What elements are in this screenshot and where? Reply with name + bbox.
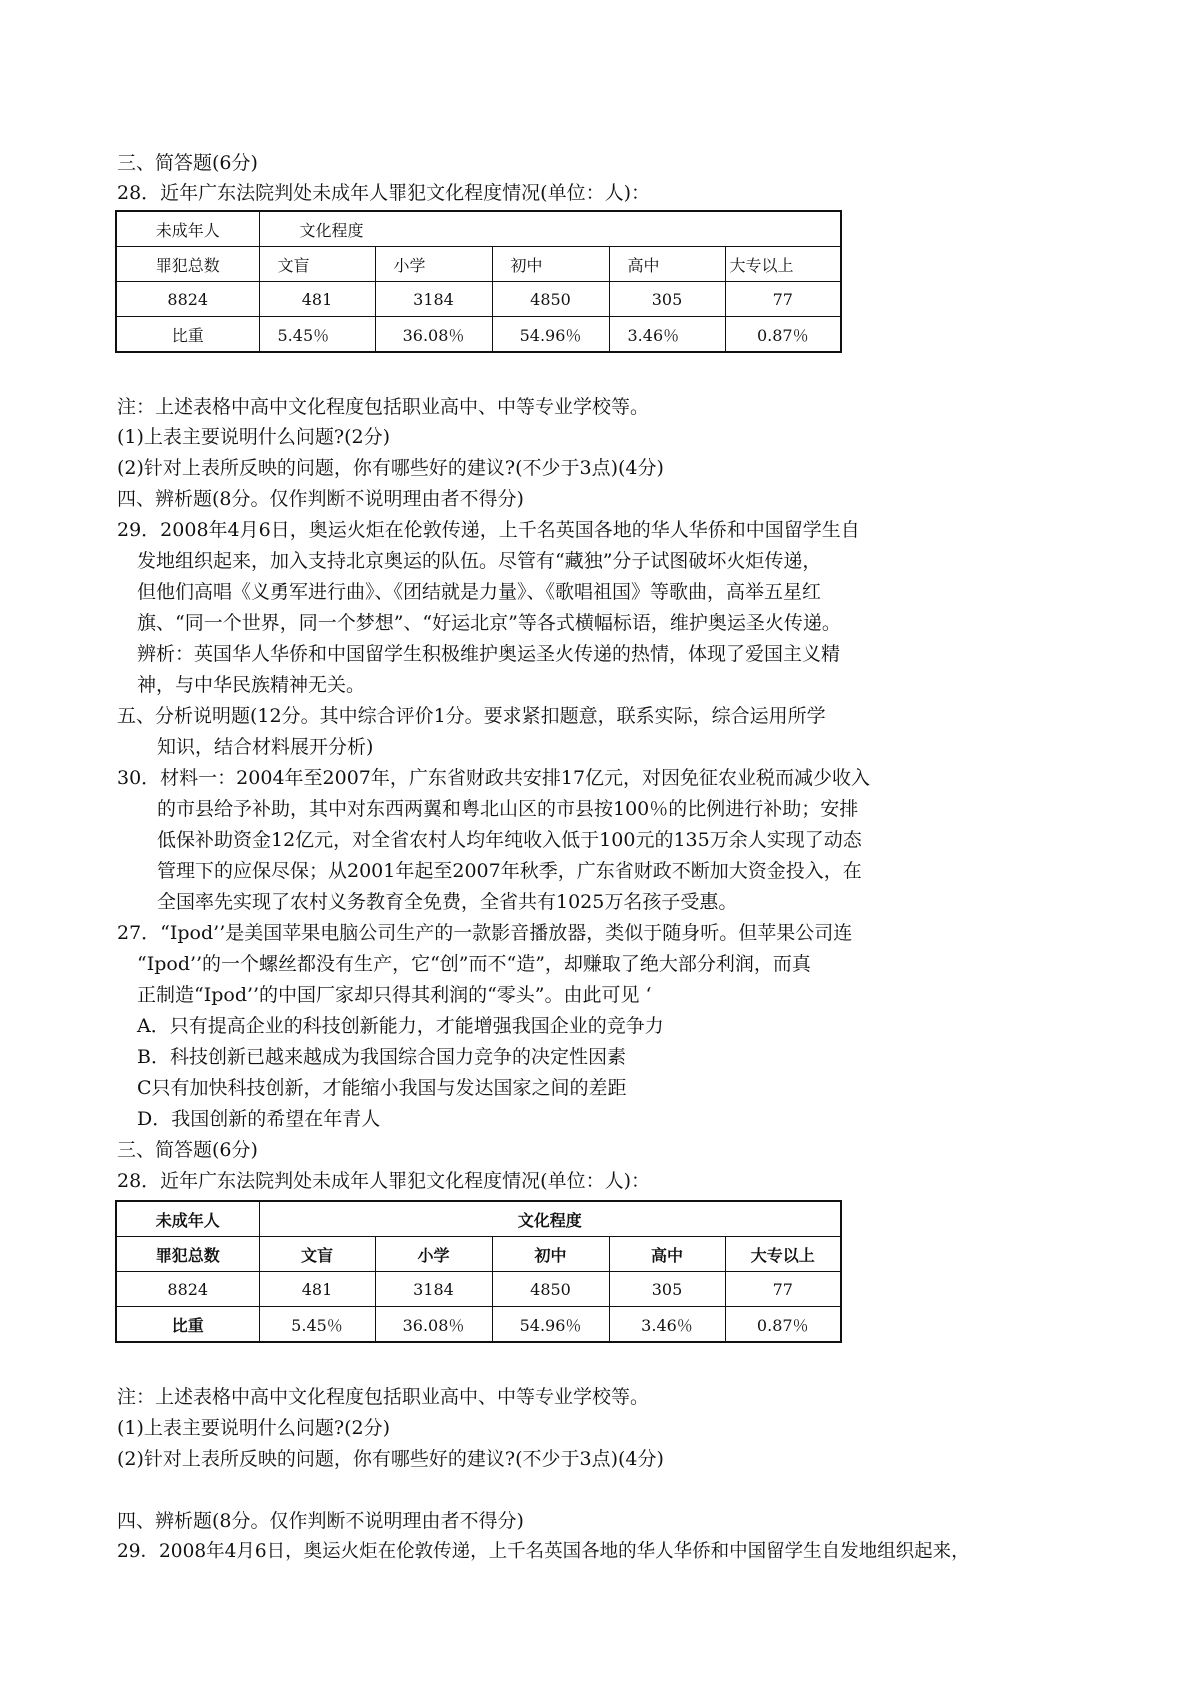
- header-col: 高中: [609, 247, 725, 282]
- cell-count: 4850: [492, 1272, 609, 1307]
- option-d: D．我国创新的希望在年青人: [137, 1108, 381, 1130]
- header-col: 大专以上: [725, 1237, 841, 1272]
- cell-ratio: 0.87％: [725, 317, 841, 353]
- cell-count: 3184: [375, 1272, 492, 1307]
- crime-education-table-bold: [115, 1200, 842, 1343]
- question-29-line: 但他们高唱《义勇军进行曲》、《团结就是力量》、《歌唱祖国》等歌曲，高举五星红: [137, 581, 822, 603]
- sub-question-1: (1)上表主要说明什么问题?(2分): [117, 426, 391, 448]
- header-education-level: 文化程度: [259, 1201, 841, 1237]
- header-total-line1: 未成年人: [116, 1201, 259, 1237]
- header-col: 小学: [375, 247, 492, 282]
- cell-count: 305: [609, 282, 725, 317]
- header-total-line1: 未成年人: [116, 211, 259, 247]
- cell-ratio: 5.45％: [259, 1307, 375, 1343]
- cell-count: 3184: [375, 282, 492, 317]
- cell-ratio-label: 比重: [116, 1307, 259, 1343]
- question-27-line: 正制造“Ipod’’的中国厂家却只得其利润的“零头”。由此可见 ‘: [137, 984, 652, 1006]
- cell-count: 77: [725, 282, 841, 317]
- section-heading: 三、简答题(6分): [117, 1139, 258, 1161]
- section-heading: 四、辨析题(8分。仅作判断不说明理由者不得分): [117, 1510, 524, 1532]
- cell-count: 77: [725, 1272, 841, 1307]
- header-col: 高中: [609, 1237, 725, 1272]
- question-27-line: “Ipod’’的一个螺丝都没有生产，它“创”而不“造”，却赚取了绝大部分利润，而真: [137, 953, 811, 975]
- cell-ratio: 36.08％: [375, 317, 492, 353]
- cell-ratio-label: 比重: [116, 317, 259, 353]
- cell-ratio: 3.46％: [609, 317, 725, 353]
- header-total-line2: 罪犯总数: [116, 1237, 259, 1272]
- cell-total: 8824: [116, 282, 259, 317]
- question-28: 28．近年广东法院判处未成年人罪犯文化程度情况(单位：人)：: [117, 1170, 651, 1192]
- cell-count: 4850: [492, 282, 609, 317]
- sub-question-2: (2)针对上表所反映的问题，你有哪些好的建议?(不少于3点)(4分): [117, 457, 664, 479]
- question-29-line: 发地组织起来，加入支持北京奥运的队伍。尽管有“藏独”分子试图破坏火炬传递，: [137, 550, 822, 572]
- section-heading-cont: 知识，结合材料展开分析): [157, 736, 374, 758]
- cell-ratio: 0.87％: [725, 1307, 841, 1343]
- section-heading: 四、辨析题(8分。仅作判断不说明理由者不得分): [117, 488, 524, 510]
- header-col: 文盲: [259, 247, 375, 282]
- question-30-line: 低保补助资金12亿元，对全省农村人均年纯收入低于100元的135万余人实现了动态: [157, 829, 862, 851]
- question-30-line: 全国率先实现了农村义务教育全免费，全省共有1025万名孩子受惠。: [157, 891, 738, 913]
- header-col: 初中: [492, 1237, 609, 1272]
- table-note: 注：上述表格中高中文化程度包括职业高中、中等专业学校等。: [117, 1386, 650, 1408]
- question-30-line: 的市县给予补助，其中对东西两翼和粤北山区的市县按100％的比例进行补助；安排: [157, 798, 859, 820]
- sub-question-1: (1)上表主要说明什么问题?(2分): [117, 1417, 391, 1439]
- cell-total: 8824: [116, 1272, 259, 1307]
- question-29-line: 神，与中华民族精神无关。: [137, 674, 366, 696]
- option-a: A．只有提高企业的科技创新能力，才能增强我国企业的竞争力: [137, 1015, 664, 1037]
- crime-education-table: [115, 210, 842, 353]
- cell-ratio: 54.96％: [492, 317, 609, 353]
- cell-ratio: 36.08％: [375, 1307, 492, 1343]
- question-30-line: 30．材料一：2004年至2007年，广东省财政共安排17亿元，对因免征农业税而减少收入: [117, 767, 871, 789]
- sub-question-2: (2)针对上表所反映的问题，你有哪些好的建议?(不少于3点)(4分): [117, 1448, 664, 1470]
- option-c: C只有加快科技创新，才能缩小我国与发达国家之间的差距: [137, 1077, 627, 1099]
- question-29-line: 辨析：英国华人华侨和中国留学生积极维护奥运圣火传递的热情，体现了爱国主义精: [137, 643, 841, 665]
- header-total-line2: 罪犯总数: [116, 247, 259, 282]
- question-27-line: 27．“Ipod’’是美国苹果电脑公司生产的一款影音播放器，类似于随身听。但苹果公司连: [117, 922, 853, 944]
- cell-ratio: 5.45％: [259, 317, 375, 353]
- header-col: 初中: [492, 247, 609, 282]
- header-col: 大专以上: [725, 247, 841, 282]
- question-29-line: 29．2008年4月6日，奥运火炬在伦敦传递，上千名英国各地的华人华侨和中国留学生自发地组织起来，: [117, 1541, 970, 1562]
- header-education-level: 文化程度: [259, 211, 841, 247]
- table-note: 注：上述表格中高中文化程度包括职业高中、中等专业学校等。: [117, 396, 650, 418]
- cell-count: 305: [609, 1272, 725, 1307]
- section-heading: 五、分析说明题(12分。其中综合评价1分。要求紧扣题意，联系实际，综合运用所学: [117, 705, 826, 727]
- question-29-line: 29．2008年4月6日，奥运火炬在伦敦传递，上千名英国各地的华人华侨和中国留学生自: [117, 519, 860, 541]
- section-heading: 三、简答题(6分): [117, 152, 258, 174]
- question-28: 28．近年广东法院判处未成年人罪犯文化程度情况(单位：人)：: [117, 182, 651, 204]
- cell-ratio: 54.96％: [492, 1307, 609, 1343]
- option-b: B．科技创新已越来越成为我国综合国力竞争的决定性因素: [137, 1046, 626, 1068]
- cell-count: 481: [259, 282, 375, 317]
- question-29-line: 旗、“同一个世界，同一个梦想”、“好运北京”等各式横幅标语，维护奥运圣火传递。: [137, 612, 841, 634]
- cell-count: 481: [259, 1272, 375, 1307]
- question-30-line: 管理下的应保尽保；从2001年起至2007年秋季，广东省财政不断加大资金投入，在: [157, 860, 862, 882]
- header-col: 小学: [375, 1237, 492, 1272]
- cell-ratio: 3.46％: [609, 1307, 725, 1343]
- header-col: 文盲: [259, 1237, 375, 1272]
